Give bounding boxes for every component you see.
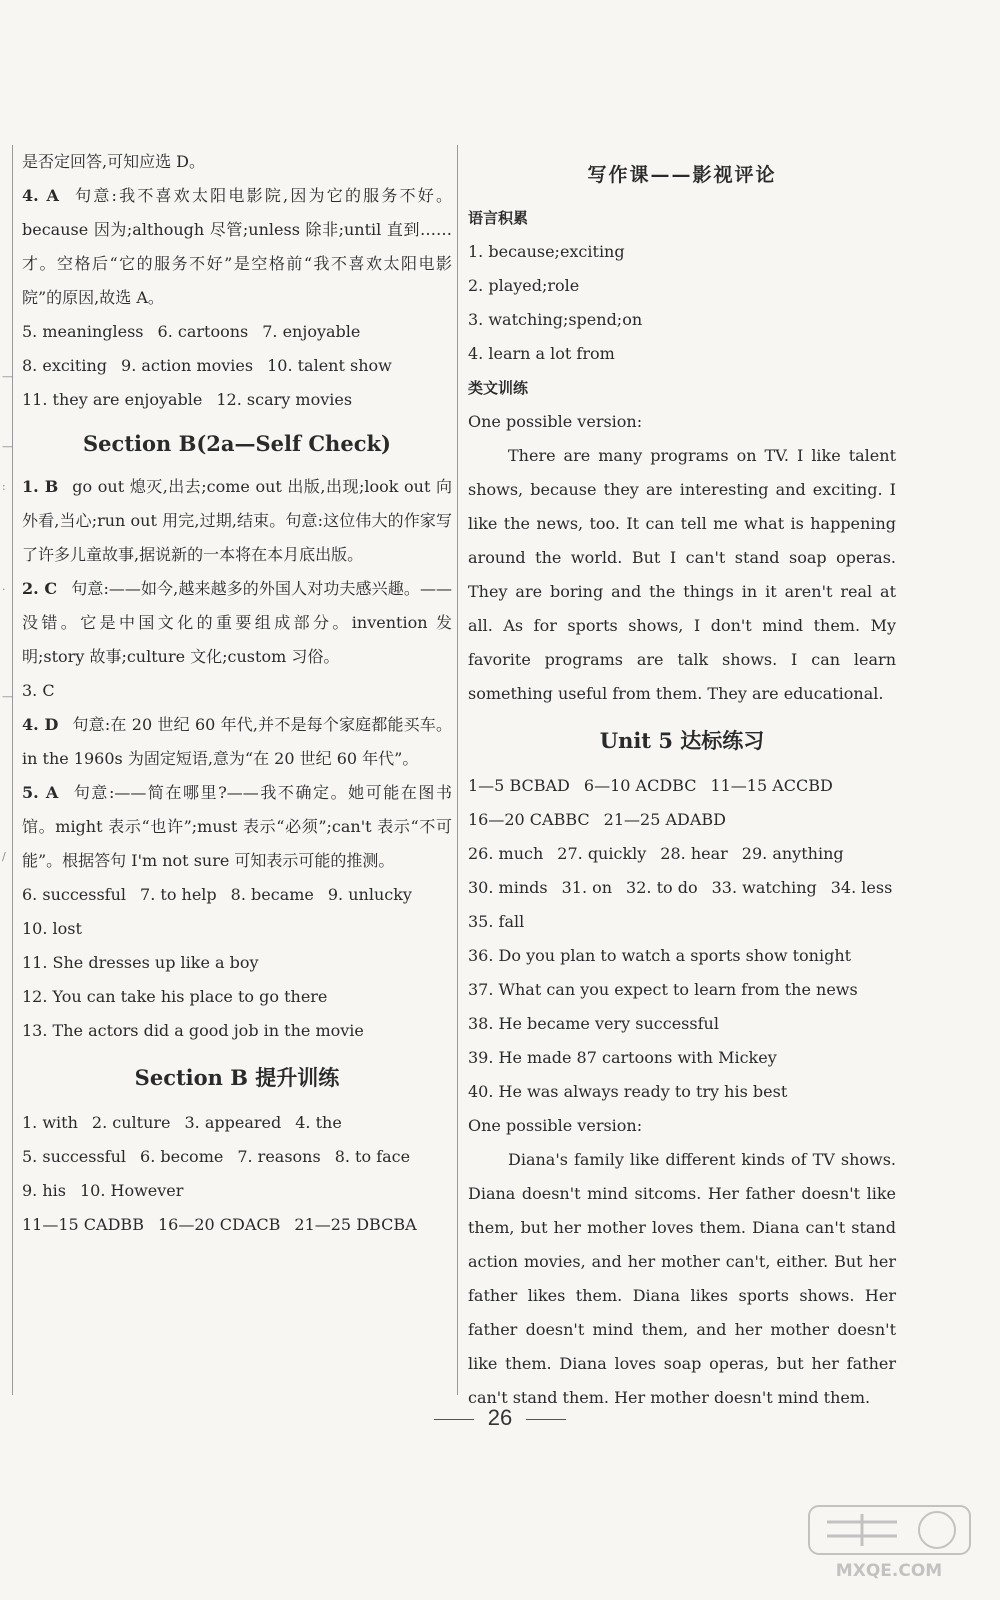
answer-item: 4. learn a lot from: [468, 344, 615, 363]
answer-item: [22, 776, 452, 878]
answer-row: [468, 837, 896, 871]
subheading: 语言积累: [468, 209, 529, 227]
answer-item: 3. C: [22, 681, 55, 700]
answer-item: 21—25 DBCBA: [294, 1215, 417, 1234]
answer-explanation: 句意:——如今,越来越多的外国人对功夫感兴趣。——没错。它是中国文化的重要组成部分。invention 发明;story 故事;culture 文化;custom 习俗。: [22, 579, 452, 666]
answer-explanation: 句意:我不喜欢太阳电影院,因为它的服务不好。because 因为;although 尽管;unless 除非;until 直到……才。空格后“它的服务不好”是空格前“我不喜欢太阳电影院”的原因,故选 A。: [22, 186, 453, 307]
answer-item: 31. on: [561, 878, 613, 897]
answer-row: [22, 1174, 452, 1208]
sample-essay: There are many programs on TV. I like talent shows, because they are interesting and exciting. I like the news, too. It can tell me what is happening around the world. But I can't stand soap operas. They are boring and the things in it aren't real at all. As for sports shows, I don't mind them. My favorite programs are talk shows. I can learn something useful from them. They are educational.: [468, 446, 896, 703]
version-label: One possible version:: [468, 1116, 643, 1135]
answer-item: [22, 708, 452, 776]
answer-item: 5. successful: [22, 1147, 127, 1166]
answer-item: 9. his: [22, 1181, 66, 1200]
answer-explanation: 句意:——简在哪里?——我不确定。她可能在图书馆。might 表示“也许”;must 表示“必须”;can't 表示“不可能”。根据答句 I'm not sure 可知表示可能的推测。: [22, 783, 452, 870]
watermark-logo: [807, 1502, 972, 1582]
answer-item: 38. He became very successful: [468, 1014, 719, 1033]
answer-item: 37. What can you expect to learn from the news: [468, 980, 858, 999]
answer-item: 11—15 ACCBD: [710, 776, 833, 795]
answer-item: 3. appeared: [184, 1113, 282, 1132]
answer-row: [22, 1140, 452, 1174]
answer-item: 40. He was always ready to try his best: [468, 1082, 788, 1101]
answer-item: 11. She dresses up like a boy: [22, 953, 259, 972]
answer-item: 6. become: [140, 1147, 224, 1166]
answer-row: [22, 349, 452, 383]
sample-essay: Diana's family like different kinds of TV shows. Diana doesn't mind sitcoms. Her father doesn't like them, but her mother loves them. Diana can't stand action movies, and her mother can't, either. But her father likes them. Diana likes sports shows. Her father doesn't mind them, and her mother doesn't like them. Diana loves soap operas, but her father can't stand them. Her mother doesn't mind them.: [468, 1150, 896, 1407]
answer-item: 16—20 CDACB: [157, 1215, 281, 1234]
answer-number: 4. A: [22, 186, 59, 205]
answer-item: 12. scary movies: [216, 390, 353, 409]
answer-text: 是否定回答,可知应选 D。: [22, 152, 206, 171]
answer-row: [468, 871, 896, 905]
answer-item: 7. enjoyable: [262, 322, 361, 341]
answer-row: [22, 315, 452, 349]
answer-item: 2. culture: [91, 1113, 171, 1132]
answer-item: 7. to help: [140, 885, 217, 904]
answer-item: 11. they are enjoyable: [22, 390, 203, 409]
answer-item: 10. lost: [22, 919, 82, 938]
answer-item: [22, 470, 452, 572]
answer-item: 5. meaningless: [22, 322, 144, 341]
answer-number: 4. D: [22, 715, 59, 734]
answer-item: 34. less: [830, 878, 893, 897]
answer-item: 1. with: [22, 1113, 78, 1132]
answer-item: [22, 572, 452, 674]
answer-item: 10. talent show: [267, 356, 392, 375]
answer-item: 28. hear: [660, 844, 728, 863]
subheading: 类文训练: [468, 379, 529, 397]
answer-item: 9. unlucky: [327, 885, 412, 904]
answer-item: 12. You can take his place to go there: [22, 987, 328, 1006]
answer-item: 1. because;exciting: [468, 242, 625, 261]
page-footer: [0, 1405, 1000, 1431]
answer-item: 7. reasons: [237, 1147, 321, 1166]
footer-dash: [434, 1419, 474, 1420]
answer-row: [468, 803, 896, 837]
section-heading: Section B 提升训练: [134, 1065, 340, 1090]
answer-item: 4. the: [295, 1113, 342, 1132]
answer-item: 8. became: [230, 885, 314, 904]
answer-item: 21—25 ADABD: [603, 810, 726, 829]
svg-text:MXQE.COM: MXQE.COM: [835, 1561, 943, 1581]
answer-item: 16—20 CABBC: [468, 810, 590, 829]
answer-item: 10. However: [79, 1181, 184, 1200]
answer-item: 26. much: [468, 844, 544, 863]
answer-item: 30. minds: [468, 878, 548, 897]
answer-row: [468, 769, 896, 803]
center-column-rule: [457, 145, 458, 1395]
left-column-rule: [12, 145, 13, 1395]
page-number: 26: [487, 1405, 513, 1430]
answer-item: 1—5 BCBAD: [468, 776, 570, 795]
right-column: [468, 160, 896, 1415]
answer-item: 36. Do you plan to watch a sports show tonight: [468, 946, 852, 965]
answer-item: 39. He made 87 cartoons with Mickey: [468, 1048, 777, 1067]
answer-item: 6. successful: [22, 885, 127, 904]
answer-row: [22, 1208, 452, 1242]
section-heading: 写作课——影视评论: [587, 164, 777, 186]
left-column: [22, 145, 452, 1242]
answer-item: 13. The actors did a good job in the movie: [22, 1021, 364, 1040]
answer-item: 35. fall: [468, 912, 525, 931]
answer-number: 5. A: [22, 783, 59, 802]
answer-page: — — : . — / 是否定回答,可知应选 D。 4. A 句意:我不喜欢太阳电影院,因为它的服务不好。because 因为;although 尽管;unless 除非;until 直到……才。空格后“它的服务不好”是空格前“我不喜欢太阳电影院”的原因,故选 A。 5. meaningless 6. cartoons 7. enjoyable 8. exciting 9. action movies 10. talent show 11. they are enjoyable 12. scary movies Section B(2a—Self Check) 1. B go out 熄灭,出去;come out 出版,出现;look out 向外看,当心;run out 用完,过期,结束。句意:这位伟大的作家写了许多儿童故事,据说新的一本将在本月底出版。 2. C 句意:——如今,越来越多的外国人对功夫感兴趣。——没错。它是中国文化的重要组成部分。invention 发明;story 故事;culture 文化;custom 习俗。 3. C 4. D 句意:在 20 世纪 60 年代,并不是每个家庭都能买车。in the 1960s 为固定短语,意为“在 20 世纪 60 年代”。 5. A 句意:——简在哪里?——我不确定。她可能在图书馆。might 表示“也许”;must 表示“必须”;can't 表示“不可能”。根据答句 I'm not sure 可知表示可能的推测。 6. successful 7. to help 8. became 9. unlucky 10. lost 11. She dresses up like a boy 12. You can take his place to go there 13. The actors did a good job in the movie Section B 提升训练 1. with 2. culture 3. appeared 4. the 5. successful 6. become 7. reasons 8. to face 9. his 10. However 11—15 CADBB 16—20 CDACB 21—25 DBCBA 写作课——影视评论 语言积累 1. because;exciting 2. played;role 3. watching;spend;on 4. learn a lot from 类文训练 One possible version: There are many programs on TV. I like talent shows, because they are interesting and exciting. I like the news, too. It can tell me what is happening around the world. But I can't stand soap operas. They are boring and the things in it aren't real at all. As for sports shows, I don't mind them. My favorite programs are talk shows. I can learn something useful from them. They are educational. Unit 5 达标练习 1—5 BCBAD 6—10 ACDBC 11—15 ACCBD 16—20 CABBC 21—25 ADABD 26. much 27. quickly 28. hear 29. anything 30. minds 31. on 32. to do 33. watching 34. less 35. fall 36. Do you plan to watch a sports show tonight 37. What can you expect to learn from the news 38. He became very successful 39. He made 87 cartoons with Mickey 40. He was always ready to try his best One possible version: Diana's family like different kinds of TV shows. Diana doesn't mind sitcoms. Her father doesn't like them, but her mother loves them. Diana can't stand action movies, and her mother can't, either. But her father likes them. Diana likes sports shows. Her father doesn't mind them, and her mother doesn't like them. Diana loves soap operas, but her father can't stand them. Her mother doesn't mind them. 26 MXQE.COM: [0, 0, 1000, 1600]
answer-item: 8. to face: [334, 1147, 411, 1166]
section-heading: Unit 5 达标练习: [599, 728, 765, 753]
answer-item: 3. watching;spend;on: [468, 310, 643, 329]
answer-row: [22, 878, 452, 912]
answer-item: 2. played;role: [468, 276, 580, 295]
answer-row: [22, 383, 452, 417]
answer-item: 32. to do: [626, 878, 698, 897]
answer-item: 11—15 CADBB: [22, 1215, 144, 1234]
answer-item: 8. exciting: [22, 356, 108, 375]
answer-row: [22, 1106, 452, 1140]
answer-item: 33. watching: [711, 878, 817, 897]
answer-item: 6—10 ACDBC: [583, 776, 697, 795]
answer-explanation: 句意:在 20 世纪 60 年代,并不是每个家庭都能买车。in the 1960s 为固定短语,意为“在 20 世纪 60 年代”。: [22, 715, 452, 768]
answer-number: 2. C: [22, 579, 58, 598]
answer-item: 9. action movies: [121, 356, 254, 375]
answer-item: 6. cartoons: [157, 322, 249, 341]
section-heading: Section B(2a—Self Check): [83, 431, 391, 456]
answer-number: 1. B: [22, 477, 59, 496]
answer-explanation: go out 熄灭,出去;come out 出版,出现;look out 向外看,当心;run out 用完,过期,结束。句意:这位伟大的作家写了许多儿童故事,据说新的一本将在本月底出版。: [22, 477, 452, 564]
footer-dash: [526, 1419, 566, 1420]
answer-item: 29. anything: [741, 844, 844, 863]
answer-item: [22, 179, 452, 315]
answer-item: 27. quickly: [557, 844, 647, 863]
version-label: One possible version:: [468, 412, 643, 431]
